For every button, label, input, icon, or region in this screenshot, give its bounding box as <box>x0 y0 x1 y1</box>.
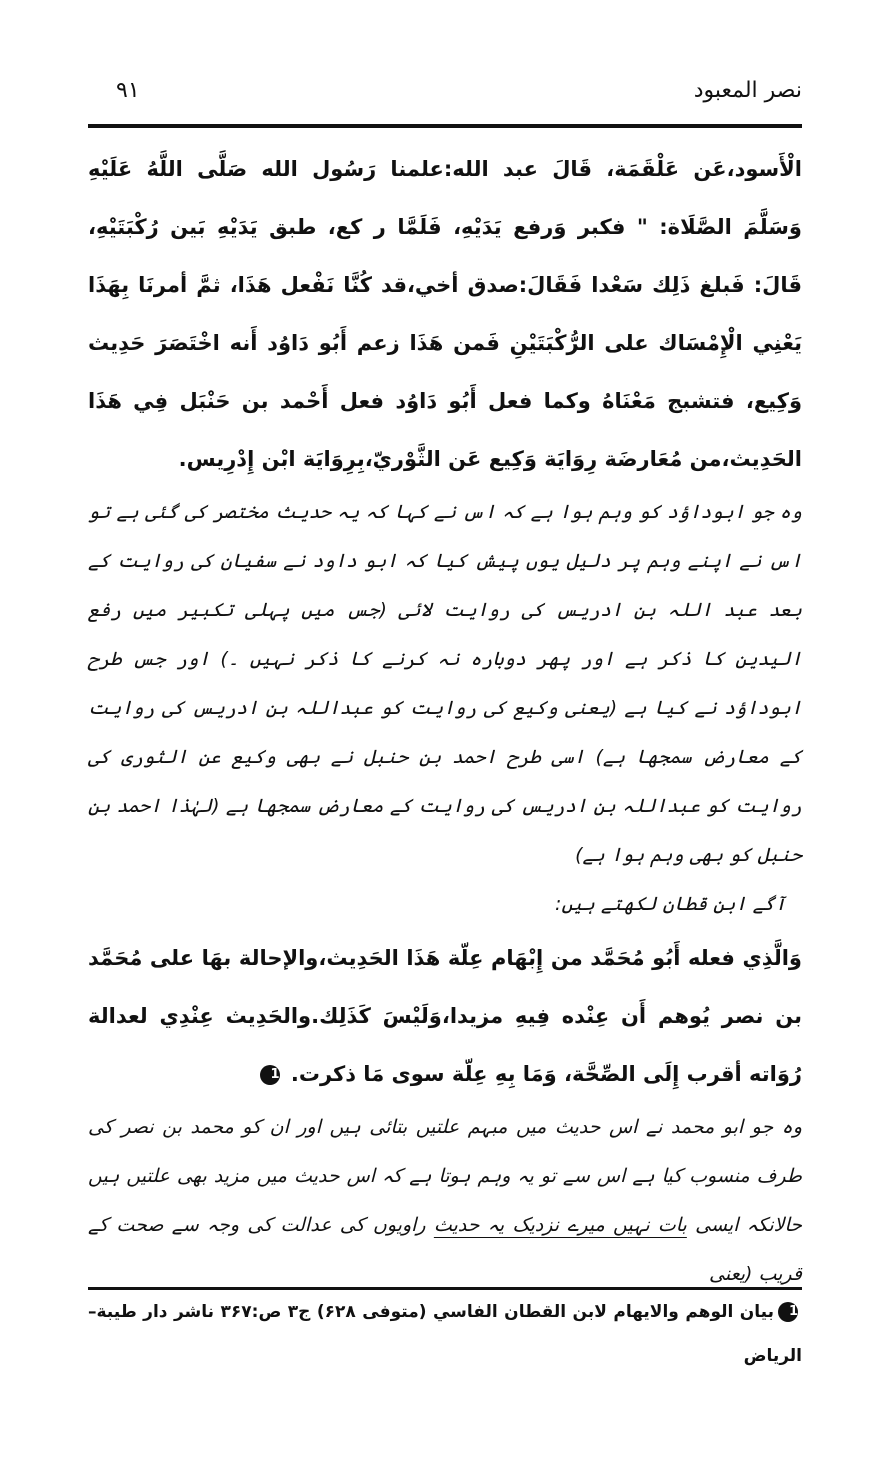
arabic-quote-text: وَالَّذِي فعله أَبُو مُحَمَّد من إِبْهَام عِلّة هَذَا الحَدِيث،والإحالة بهَا على مُحَمَّد بن نصر يُوهم أَن عِنْده فِيهِ مزيدا،وَلَيْسَ كَذَلِك.والحَدِيث عِنْدِي لعدالة رُوَاته أقرب إِلَى الصِّحَّة، وَمَا بِهِ عِلّة سوى مَا ذكرت. <box>88 946 802 1086</box>
urdu-explanation: وہ جو ابوداؤد کو وہم ہوا ہے کہ اس نے کہا کہ یہ حدیث مختصر کی گئی ہے تو اس نے اپنے وہم پر دلیل یوں پیش کیا کہ ابو داود نے سفیان کی روایت کے بعد عبد اللہ بن ادریس کی روایت لائی (جس میں پہلی تکبیر میں رفع الیدین کا ذکر ہے اور پھر دوبارہ نہ کرنے کا ذکر نہیں ۔) اور جس طرح ابوداؤد نے کیا ہے (یعنی وکیع کی روایت کو عبداللہ بن ادریس کی روایت کے معارض سمجھا ہے) اسی طرح احمد بن حنبل نے بھی وکیع عن الثوری کی روایت کو عبداللہ بن ادریس کی روایت کے معارض سمجھا ہے (لہٰذا احمد بن حنبل کو بھی وہم ہوا ہے) <box>88 501 802 866</box>
footnote-marker: 1 <box>778 1302 798 1322</box>
footnote-text: بيان الوهم والايهام لابن القطان الفاسي (متوفى ۶۲۸) ج۳ ص:۳۶۷ ناشر دار طيبة–الرياض <box>88 1302 802 1366</box>
arabic-quote-ibn-qattan <box>88 929 802 1103</box>
urdu-intro-line: آگے ابن قطان لکھتے ہیں: <box>555 893 786 915</box>
urdu-translation <box>88 1103 802 1299</box>
page-content <box>88 140 802 1299</box>
footnote <box>88 1290 802 1378</box>
urdu-translation-start: وہ جو ابو محمد نے اس حدیث میں مبہم علتیں بتائی ہیں اور ان کو محمد بن نصر کی طرف منسوب کیا ہے اس سے تو یہ وہم ہوتا ہے کہ اس حدیث میں مزید بھی علتیں ہیں حالانکہ ایسی <box>88 1116 803 1236</box>
page-header <box>88 78 802 122</box>
header-divider <box>88 124 802 128</box>
arabic-hadith-text: الْأَسود،عَن عَلْقَمَة، قَالَ عبد الله:علمنا رَسُول الله صَلَّى اللَّهُ عَلَيْهِ وَسَلَّمَ الصَّلَاة: " فكبر وَرفع يَدَيْهِ، فَلَمَّا ر كع، طبق يَدَيْهِ بَين رُكْبَتَيْهِ، قَالَ: فَبلغ ذَلِك سَعْدا فَقَالَ:صدق أخي،قد كُنَّا نَفْعل هَذَا، ثمَّ أمرنَا بِهَذَا يَعْنِي الْإِمْسَاك على الرُّكْبَتَيْنِ فَمن هَذَا زعم أَبُو دَاوُد أَنه اخْتَصَرَ حَدِيث وَكِيع، فتشبج مَعْنَاهُ وكما فعل أَبُو دَاوُد فعل أَحْمد بن حَنْبَل فِي هَذَا الحَدِيث،من مُعَارضَة رِوَايَة وَكِيع عَن الثَّوْريّ،بِرِوَايَة ابْن إِدْرِيس. <box>88 157 802 471</box>
urdu-underlined-phrase: بات نہیں میرے نزدیک یہ حدیث <box>433 1214 687 1236</box>
book-title: نصر المعبود <box>693 78 802 103</box>
footnote-reference-marker[interactable]: 1 <box>260 1065 280 1085</box>
page-number: ۹۱ <box>116 78 140 103</box>
urdu-translation-end: راویوں کی عدالت کی وجہ سے صحت کے قریب (یعنی <box>88 1214 802 1285</box>
